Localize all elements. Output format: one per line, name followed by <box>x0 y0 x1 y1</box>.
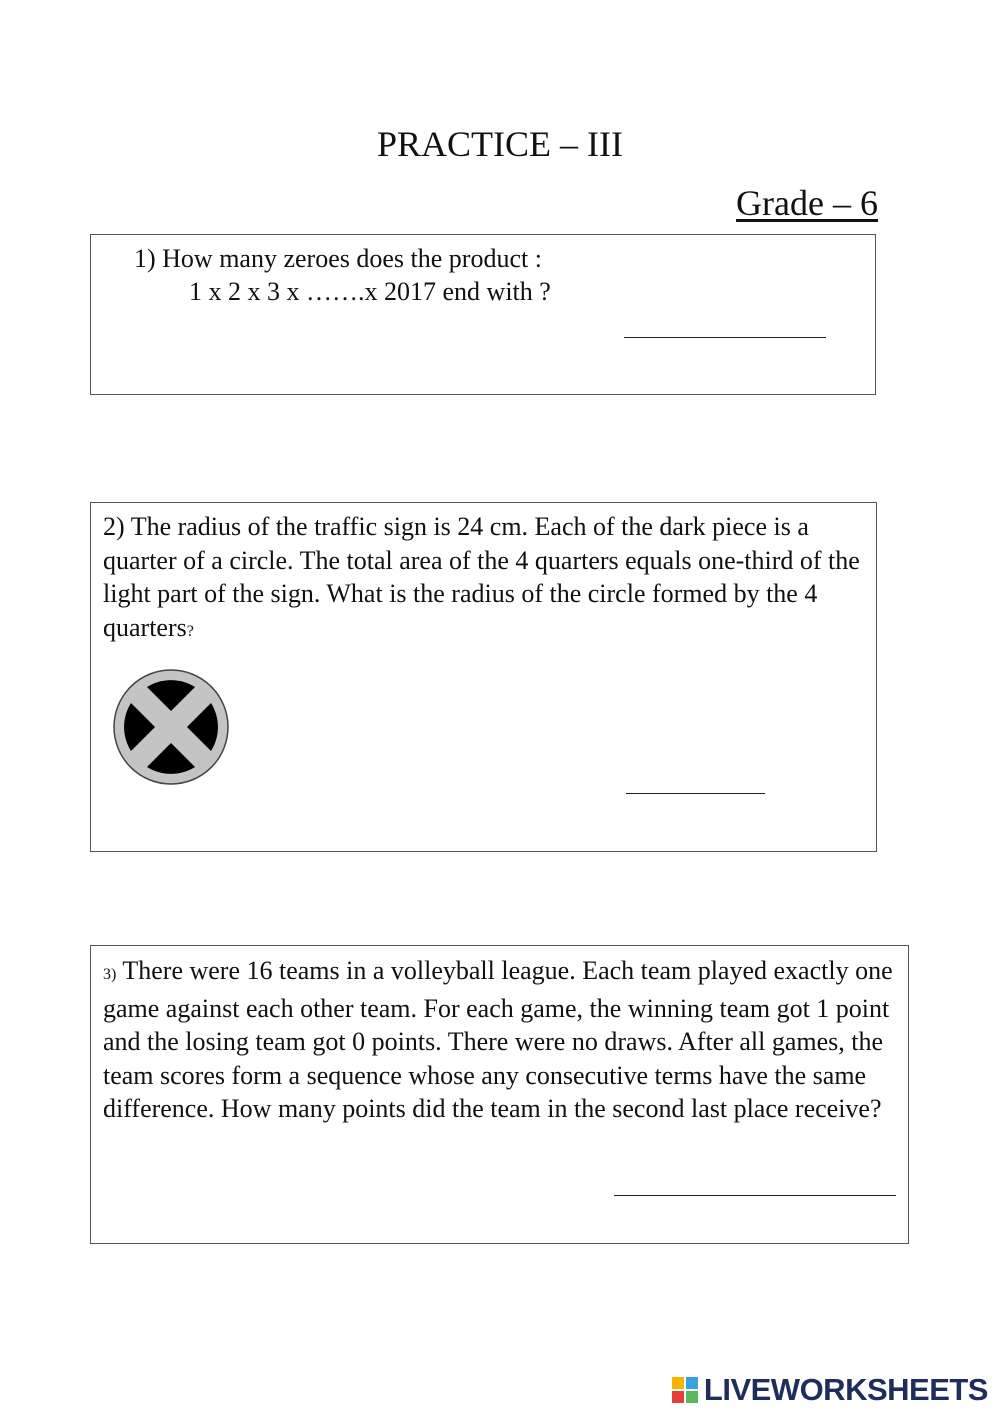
question-2-qmark: ? <box>186 622 194 640</box>
question-3-number: 3) <box>103 966 117 983</box>
liveworksheets-logo-icon <box>672 1377 698 1403</box>
question-1-expression: 1 x 2 x 3 x …….x 2017 end with ? <box>189 277 551 306</box>
question-2-box <box>90 502 877 852</box>
question-2-body: 2) The radius of the traffic sign is 24 cm. Each of the dark piece is a quarter of a circle. The total area of the 4 quarters equals one-third of the light part of the sign. What is the radius of the circle formed by the 4 quarters <box>103 512 860 642</box>
worksheet-title: PRACTICE – III <box>377 124 623 164</box>
question-2-answer-field[interactable] <box>626 793 765 794</box>
footer-branding <box>672 1372 988 1408</box>
traffic-sign-icon <box>111 667 231 787</box>
question-3-answer-field[interactable] <box>614 1195 896 1196</box>
brand-name: LIVEWORKSHEETS <box>703 1372 988 1407</box>
question-3-box <box>90 945 909 1244</box>
question-2-text <box>103 510 869 648</box>
question-3-text <box>103 954 893 1126</box>
grade-label: Grade – 6 <box>736 183 878 223</box>
question-3-body: There were 16 teams in a volleyball league. Each team played exactly one game against each other team. For each game, the winning team got 1 point and the losing team got 0 points. There were no draws. After all games, the team scores form a sequence whose any consecutive terms have the same difference. How many points did the team in the second last place receive? <box>103 956 893 1123</box>
question-1-box <box>90 234 876 395</box>
question-1-text: 1) How many zeroes does the product : <box>134 244 542 273</box>
question-1-answer-field[interactable] <box>624 337 826 338</box>
